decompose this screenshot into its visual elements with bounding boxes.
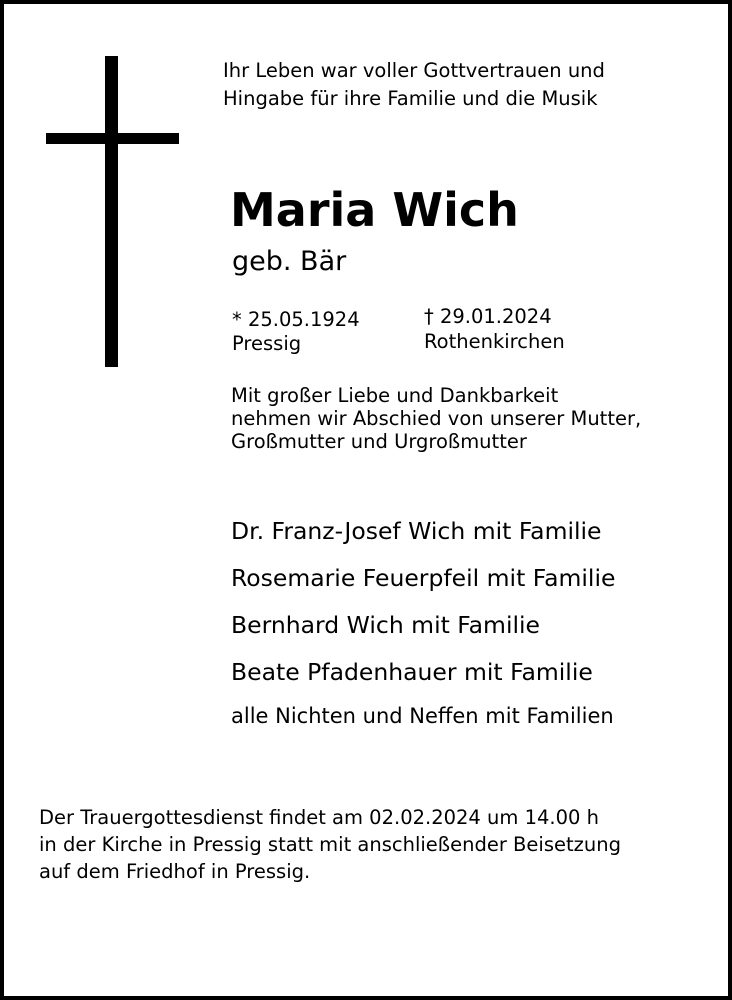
birth-date: * 25.05.1924 bbox=[232, 308, 360, 331]
service-line: auf dem Friedhof in Pressig. bbox=[39, 860, 311, 883]
farewell-text bbox=[231, 384, 641, 453]
service-line: in der Kirche in Pressig statt mit anschließender Beisetzung bbox=[39, 833, 621, 856]
funeral-service-info bbox=[39, 804, 621, 885]
service-line: Der Trauergottesdienst findet am 02.02.2024 um 14.00 h bbox=[39, 806, 599, 829]
farewell-line: Mit großer Liebe und Dankbarkeit bbox=[231, 384, 559, 407]
death-info bbox=[424, 304, 565, 354]
motto bbox=[223, 57, 605, 113]
mourner-item: Beate Pfadenhauer mit Familie bbox=[231, 658, 593, 686]
cross-horizontal-beam bbox=[46, 133, 179, 144]
death-date: † 29.01.2024 bbox=[424, 305, 552, 328]
motto-line: Hingabe für ihre Familie und die Musik bbox=[223, 87, 598, 110]
birth-info bbox=[232, 308, 360, 356]
relatives-line: alle Nichten und Neffen mit Familien bbox=[231, 704, 614, 728]
motto-line: Ihr Leben war voller Gottvertrauen und bbox=[223, 59, 605, 82]
mourners-list bbox=[231, 512, 615, 731]
birth-place: Pressig bbox=[232, 332, 302, 355]
deceased-name: Maria Wich bbox=[230, 183, 519, 237]
mourner-item: Rosemarie Feuerpfeil mit Familie bbox=[231, 564, 616, 592]
farewell-line: nehmen wir Abschied von unserer Mutter, bbox=[231, 407, 642, 430]
death-place: Rothenkirchen bbox=[424, 330, 565, 353]
birth-name: geb. Bär bbox=[232, 246, 347, 277]
mourner-item: Dr. Franz-Josef Wich mit Familie bbox=[231, 517, 602, 545]
mourner-item: Bernhard Wich mit Familie bbox=[231, 611, 540, 639]
farewell-line: Großmutter und Urgroßmutter bbox=[231, 430, 527, 453]
cross-vertical-beam bbox=[105, 56, 118, 367]
